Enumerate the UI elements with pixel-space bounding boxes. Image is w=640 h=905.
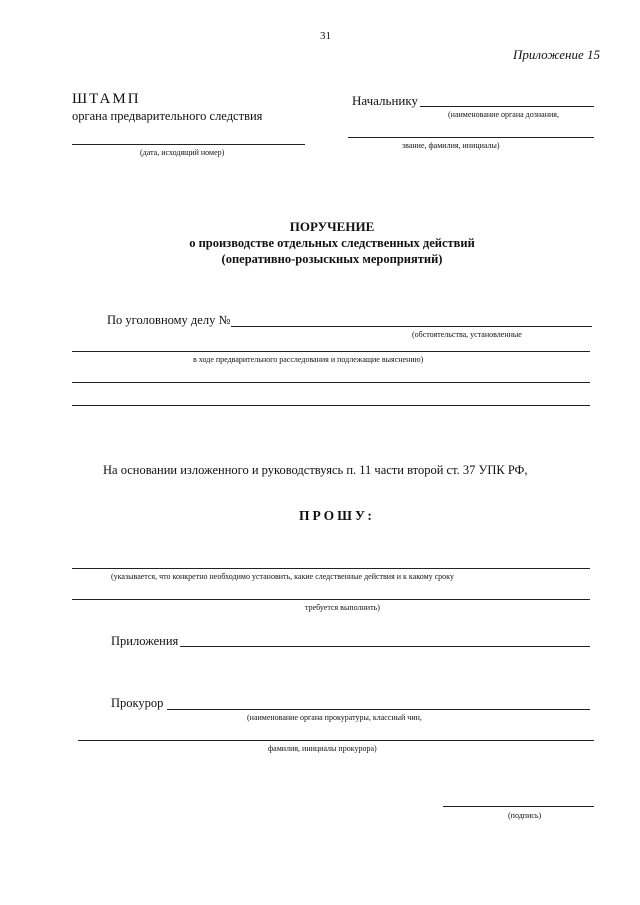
signature-caption: (подпись) (508, 811, 542, 820)
addressee-line-1 (420, 106, 594, 107)
basis-text: На основании изложенного и руководствуясь п. 11 части второй ст. 37 УПК РФ, (103, 463, 528, 477)
prosecutor-caption-2: фамилия, инициалы прокурора) (268, 744, 377, 753)
request-caption-1: (указывается, что конкретно необходимо установить, какие следственные действия и к какому сроку (111, 572, 454, 581)
addressee-caption-1: (наименование органа дознания, (448, 110, 559, 119)
addressee-label: Начальнику (352, 93, 419, 108)
appendix-label: Приложение 15 (512, 47, 600, 62)
case-line-2 (72, 351, 590, 352)
case-label: По уголовному делу № (107, 313, 231, 327)
signature-line (443, 806, 594, 807)
case-line-4 (72, 405, 590, 406)
prosecutor-label: Прокурор (111, 696, 164, 710)
request-caption-2: требуется выполнить) (305, 603, 380, 612)
attachments-line (180, 646, 590, 647)
document-title: ПОРУЧЕНИЕ (289, 219, 375, 234)
case-line-3 (72, 382, 590, 383)
request-line-2 (72, 599, 590, 600)
addressee-line-2 (348, 137, 594, 138)
case-caption-1: (обстоятельства, установленные (412, 330, 522, 339)
case-caption-2: в ходе предварительного расследования и подлежащие выяснению) (193, 355, 424, 364)
request-line-1 (72, 568, 590, 569)
request-title: ПРОШУ: (299, 508, 375, 523)
page-number: 31 (320, 30, 331, 42)
prosecutor-line-2 (78, 740, 594, 741)
prosecutor-line-1 (167, 709, 590, 710)
case-line-1 (231, 326, 592, 327)
stamp-date-caption: (дата, исходящий номер) (140, 148, 225, 157)
stamp-date-line (72, 144, 305, 145)
document-subtitle-1: о производстве отдельных следственных действий (189, 236, 475, 250)
prosecutor-caption-1: (наименование органа прокуратуры, классный чин, (247, 713, 422, 722)
addressee-caption-2: звание, фамилия, инициалы) (402, 141, 500, 150)
stamp-subtitle: органа предварительного следствия (72, 109, 263, 123)
attachments-label: Приложения (111, 634, 179, 648)
stamp-title: ШТАМП (72, 91, 141, 107)
document-subtitle-2: (оперативно-розыскных мероприятий) (221, 252, 443, 266)
